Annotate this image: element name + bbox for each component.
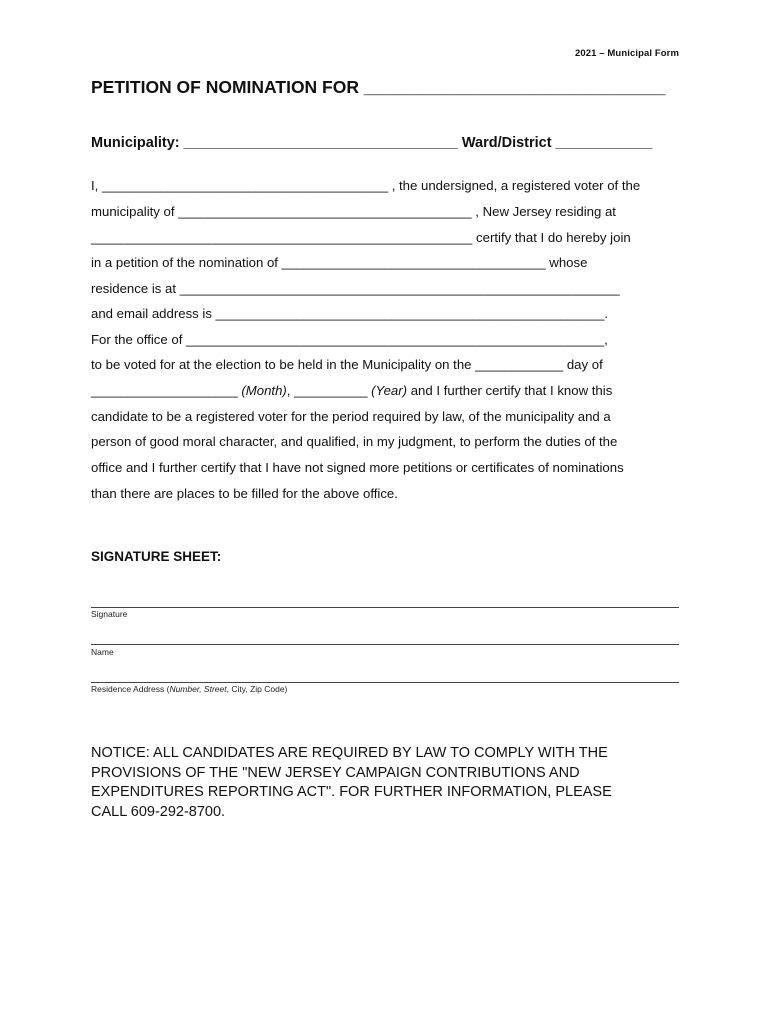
year-blank: , __________ [286,383,372,398]
body-line-9-end: and I further certify that I know this [407,383,613,398]
body-line-4: in a petition of the nomination of ____________________________________ whose [91,255,588,270]
body-line-1: I, _______________________________________ , the undersigned, a registered voter of the [91,178,641,193]
residence-address-line[interactable] [91,682,679,683]
signature-sheet-heading: SIGNATURE SHEET: [91,549,222,564]
name-line[interactable] [91,644,679,645]
month-blank: ____________________ [91,383,242,398]
body-line-9 [91,383,612,398]
signature-label: Signature [91,609,128,619]
municipality-ward-line: Municipality: __________________________________ Ward/District ____________ [91,135,653,151]
residence-address-label [91,684,287,694]
signature-line[interactable] [91,607,679,608]
body-line-12: office and I further certify that I have not signed more petitions or certificates of nominations [91,460,624,475]
name-label: Name [91,647,114,657]
petition-title: PETITION OF NOMINATION FOR _______________________________ [91,77,666,97]
body-line-10: candidate to be a registered voter for the period required by law, of the municipality and a [91,409,611,424]
year-label: (Year) [371,383,408,398]
body-line-13: than there are places to be filled for the above office. [91,486,398,501]
month-label: (Month) [241,383,287,398]
body-line-6: and email address is _____________________________________________________. [91,306,608,321]
address-label-start: Residence Address ( [91,684,170,694]
legal-notice: NOTICE: ALL CANDIDATES ARE REQUIRED BY LAW TO COMPLY WITH THE PROVISIONS OF THE "NEW JERSEY CAMPAIGN CONTRIBUTIONS AND EXPENDITURES REPORTING ACT". FOR FURTHER INFORMATION, PLEASE CALL 609-292-8700. [91,745,612,820]
body-line-2: municipality of ________________________________________ , New Jersey residing at [91,204,616,219]
body-line-8: to be voted for at the election to be held in the Municipality on the ____________ day of [91,357,603,372]
form-year-tag: 2021 – Municipal Form [575,48,679,59]
address-label-end: , City, Zip Code) [226,684,288,694]
body-line-5: residence is at ____________________________________________________________ [91,281,620,296]
address-label-italic: Number, Street [169,684,227,694]
body-line-11: person of good moral character, and qualified, in my judgment, to perform the duties of the [91,434,618,449]
body-line-7: For the office of _________________________________________________________, [91,332,608,347]
body-line-3: ____________________________________________________ certify that I do hereby join [91,230,631,245]
